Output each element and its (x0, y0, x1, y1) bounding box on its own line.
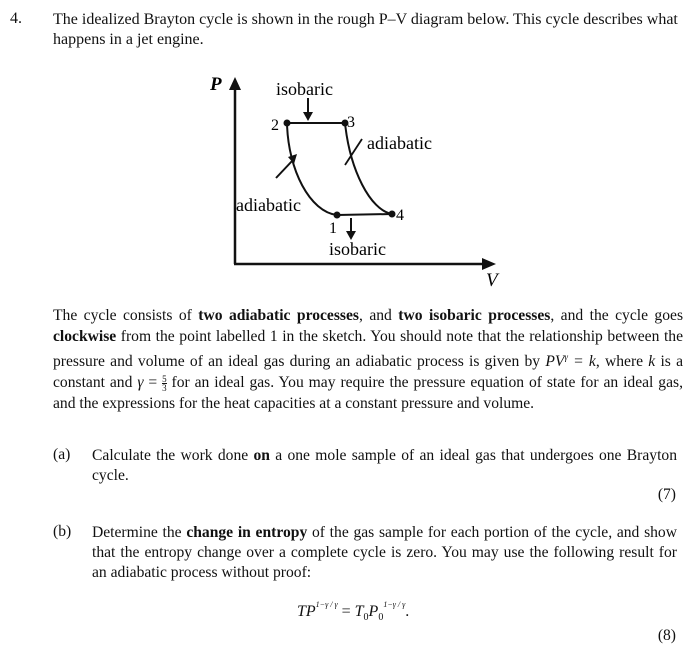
isobaric-bottom-line (337, 214, 392, 215)
question-number: 4. (10, 10, 22, 27)
pv-diagram (0, 0, 700, 300)
cycle-description: The cycle consists of two adiabatic processes, and two isobaric processes, and the cycle goes clockwise from the point labelled 1 in the sketch. You should note that the relationship between the pressure and volume of an ideal gas during an adiabatic process is given by $PV^\gamma = k$, where k is a constant and γ = $\frac{5}{3}$ for an ideal gas. You may require the pressure equation of state for an ideal gas, and the expressions for the heat capacities at a constant pressure and volume. (53, 307, 684, 413)
point-label-4: 4 (396, 207, 404, 224)
arrow-left-shaft (276, 160, 293, 178)
p-axis-arrow (229, 77, 241, 90)
label-adiabatic-left: adiabatic (236, 195, 301, 215)
point-label-2: 2 (271, 117, 279, 134)
part-b-marks: (8) (657, 627, 676, 644)
label-isobaric-bottom: isobaric (329, 239, 386, 259)
point-4-dot (389, 211, 396, 218)
axis-label-v: V (486, 270, 498, 291)
point-2-dot (284, 120, 291, 127)
axis-label-p: P (210, 74, 222, 95)
part-b-label: (b) (53, 523, 72, 540)
part-a-marks: (7) (657, 486, 676, 503)
point-1-dot (334, 212, 341, 219)
label-isobaric-top: isobaric (276, 79, 333, 99)
part-b-text: Determine the change in entropy of the gas sample for each portion of the cycle, and show that the entropy change over a complete cycle is zero. You may use the following result for an adiabatic process without proof: (92, 524, 677, 581)
question-intro: The idealized Brayton cycle is shown in the rough P–V diagram below. This cycle describes what happens in a jet engine. (53, 11, 678, 48)
arrow-top-head (303, 112, 313, 121)
part-a-text: Calculate the work done on a one mole sample of an ideal gas that undergoes one Brayton cycle. (92, 447, 677, 484)
point-label-3: 3 (347, 114, 355, 131)
label-adiabatic-right: adiabatic (367, 133, 432, 153)
point-label-1: 1 (329, 220, 337, 237)
v-axis-arrow (482, 258, 496, 270)
part-a-label: (a) (53, 446, 71, 463)
adiabatic-formula: $TP^{1-\gamma / \gamma} = T_0P_0^{1-\gamma / \gamma}$. (297, 600, 410, 624)
